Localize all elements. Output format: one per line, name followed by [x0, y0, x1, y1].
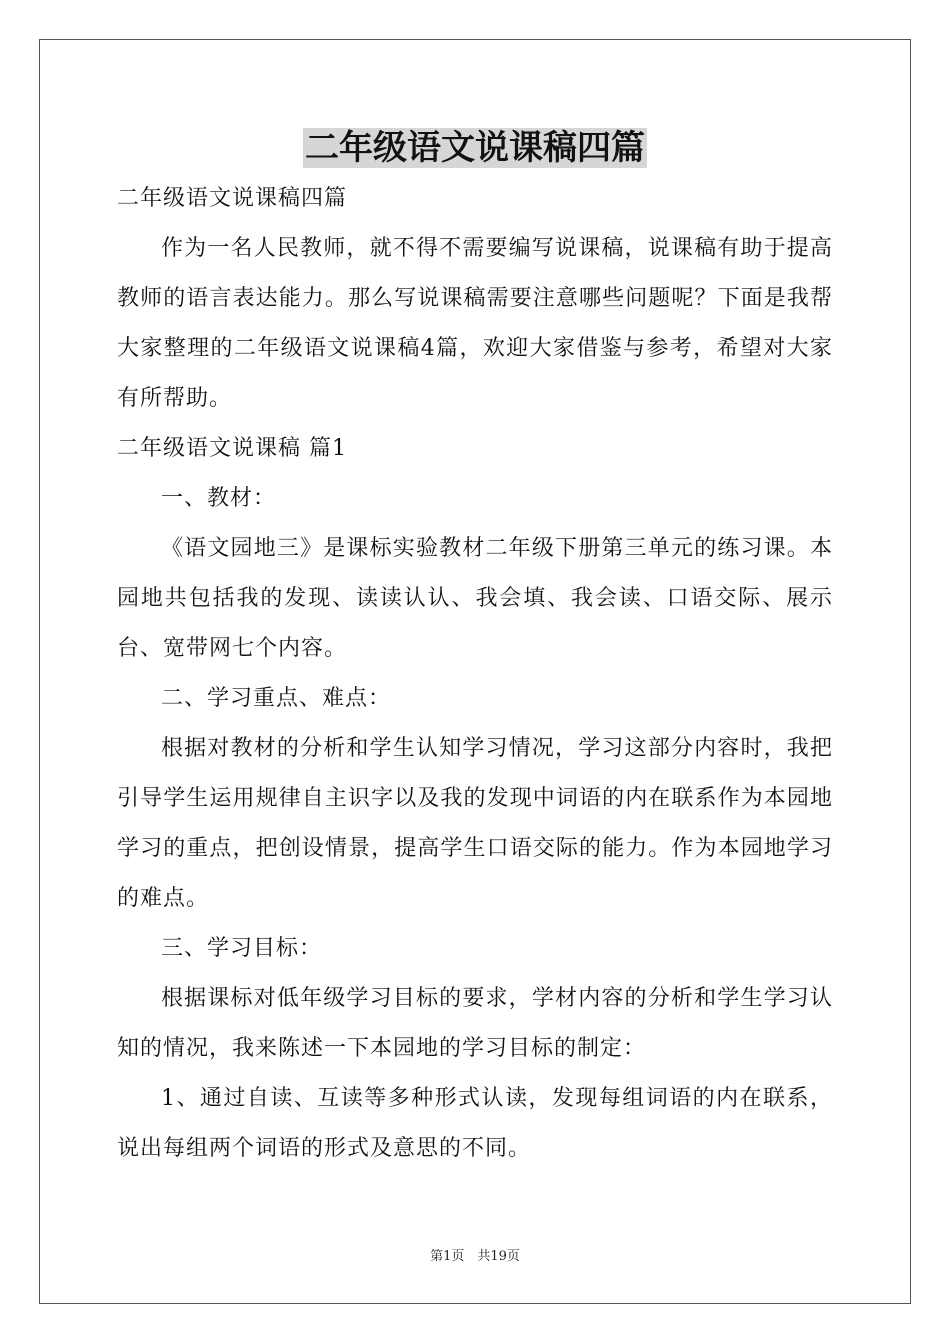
- section-heading-part1: 二年级语文说课稿 篇1: [117, 436, 347, 461]
- document-title: [0, 126, 950, 170]
- document-title-text: 二年级语文说课稿四篇: [305, 128, 645, 168]
- paragraph-subtitle: 二年级语文说课稿四篇: [117, 186, 348, 211]
- page-number: 第1页 共19页: [430, 1249, 520, 1264]
- paragraph-key-points: 根据对教材的分析和学生认知学习情况，学习这部分内容时，我把引导学生运用规律自主识字以及我的发现中词语的内在联系作为本园地学习的重点，把创设情景，提高学生口语交际的能力。作为本园地学习的难点。: [117, 736, 833, 911]
- paragraph-objectives: 根据课标对低年级学习目标的要求，学材内容的分析和学生学习认知的情况，我来陈述一下本园地的学习目标的制定：: [117, 986, 833, 1061]
- heading-textbook: 一、教材：: [161, 486, 277, 511]
- document-body: [117, 174, 833, 1174]
- paragraph-objective-1: 1、通过自读、互读等多种形式认读，发现每组词语的内在联系，说出每组两个词语的形式及意思的不同。: [117, 1086, 833, 1161]
- heading-objectives: 三、学习目标：: [161, 936, 323, 961]
- paragraph-textbook: 《语文园地三》是课标实验教材二年级下册第三单元的练习课。本园地共包括我的发现、读读认认、我会填、我会读、口语交际、展示台、宽带网七个内容。: [117, 536, 833, 661]
- page-footer: [0, 1245, 950, 1264]
- paragraph-intro: 作为一名人民教师，就不得不需要编写说课稿，说课稿有助于提高教师的语言表达能力。那么写说课稿需要注意哪些问题呢？下面是我帮大家整理的二年级语文说课稿4篇，欢迎大家借鉴与参考，希望对大家有所帮助。: [117, 236, 833, 411]
- heading-key-points: 二、学习重点、难点：: [161, 686, 392, 711]
